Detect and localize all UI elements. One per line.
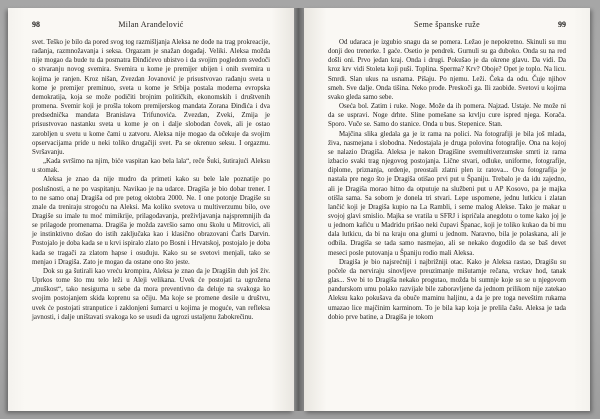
- left-body-text: [32, 38, 270, 322]
- body-paragraph: Dok su ga šutirali kao vreću krompira, Aleksa je znao da je Dragišin duh još živ. Uprkos tome što mu telo leži u Aleji velikana. Uvek će postojati ta ugrožena „muškost“, tako nesigurna u sebe da mora preventivno da deluje na svakoga ko svojim postojanjem skida koprenu sa očiju. Ma koje se promene desile u društvu, uvek će postojati stranputice i zaklonjeni šumarci u kojima je moguće, van refleksa javnosti, i dalje uništavati svakoga ko se usudi da ugrozi ustaljenu žabokrečinu.: [32, 267, 270, 321]
- body-paragraph: Majčina slika gledala ga je iz rama na polici. Na fotografiji je bila još mlada, živa, nasmejana i slobodna. Nedostajala je druga polovina fotografije. Ona na kojoj se nalazio Dragiša. Aleksa je nakon Dragišine svemultiverzumske smrti iz rama izbacio svaki trag njegovog postojanja. Lične stvari, odluke, uniforme, fotografije, diplome, priznanja, ordenje, preostali zlatni plen iz ratova... Ova fotografija je nastala pre nego što je Dragiša otišao prvi put u Španiju. Trebalo je da idu zajedno, ali je Dragiša morao hitno da otputuje na službeni put u AP Kosovo, pa je majka otišla sama. Sa sobom je donela tri stvari. Lepe uspomene, jednu lutkicu i zlatan lančić koji je Dragiša kupio na La Rambli, i seme malog Alekse. Tako je makar u svojoj glavi smislio. Majka se vratila u SFRJ i ispričala anegdotu o tome kako joj je u jednom kafiću u Madridu prišao neki čupavi Španac, koji je toliko kukao da bi mu dala lutkicu, da bi na kraju ona glumi u jednom. Naravno, bila je polaskana, ali je odbila. Dragiša se tada samo nasmejao, ali se nekako dogodilo da se baš devet meseci posle putovanja u Španiju rodio mali Aleksa.: [328, 130, 566, 257]
- body-paragraph: Aleksa je znao da nije mudro da primeti kako su bele lale poznatije po poslušnosti, a ne po vaspitanju. Navikao je na udarce. Dragiša je bio dobar trener. I to ne samo onaj Dragiša od pre petog oktobra 2000. Ne. I one potonje Dragiše su znale da treniraju strogoću na Aleksi. Ma koliko svetova u multiverzumu bilo, ove Dragiše su imale tu moć mimikrije, prilagođavanja, preživljavanja najspremnijih da se prilagode promenama. Dragiša je možda završio samo onu školu u Mitrovici, ali je instinktivno došao do istih zaključaka kao i klasično obrazovani Čarls Darvin. Postojalo je doba kada se u krvi ispiralo zlato po Bosni i Hrvatskoj, postojalo je doba kada se tragači za zlatom hapse i osuđuju. Kako su se svetovi menjali, tako se menjao i Dragiša. Zato je mogao da ostane ono što jeste.: [32, 176, 270, 266]
- right-page-number: 99: [558, 20, 566, 29]
- left-page: [8, 8, 294, 411]
- right-running-head: Seme španske ruže: [414, 20, 480, 29]
- right-page: [304, 8, 590, 411]
- body-paragraph: Dragiša je bio najsrećniji i najbrižniji otac. Kako je Aleksa rastao, Dragišu su počele da nerviraju sinovljeve preuzimanje mišutarnje rečana, vrckav hod, tanak glas... Sve bi to Dragiša nekako progutao, možda bi sumnje koje su se u njegovom pandurskom umu polako razvijale bile zaboravljene da jednom prilikom nije zatekao Aleksu kako pokušava da obuče maminu haljinu, a da je pre toga neveštim rukama umazao lice majčinim karminom. To je bila kap koja je prelila čašu. Aleksa je tada dobio prve batine, a Dragiša je tokom: [328, 258, 566, 321]
- book-spine: [294, 8, 304, 411]
- body-paragraph: Od udaraca je izgubio snagu da se pomera. Ležao je nepokretno. Skinuli su mu donji deo trenerke. I gaće. Osetio je pendrek. Gurnuli su ga duboko. Onda su na red došli oni. Prvo jedan kraj. Onda i drugi. Pokušao je da okrene glavu. Da vidi. Da kroz krv vidi Stoleta koji puši. Toplina. Sperma? Krv? Oboje? Opet je toplo. Na licu. Smrdi. Slan ukus na usnama. Pišaju. Po njemu. Leži. Čeka da odu. Čuje njihov smeh. Sve dalje. Onda tišina. Neko prođe. Preskoči ga. Ili zaobiđe. Svetovi u kojima svako gleda samo sebe.: [328, 39, 566, 101]
- body-paragraph: Oseća bol. Zatim i ruke. Noge. Može da ih pomera. Najzad. Ustaje. Ne može ni da se uspravi. Noge drhte. Sline pomešane sa krvlju cure ispred njega. Korača. Sporo. Vuče se. Samo do stanice. Onda u bus. Stepenice. Stan.: [328, 103, 566, 129]
- right-body-text: [328, 38, 566, 322]
- body-paragraph: „Kada svršimo na njim, biće vaspitan kao bela lala“, reče Šuki, šutirajući Aleksu u stomak.: [32, 158, 270, 175]
- left-page-header: [32, 20, 270, 29]
- body-paragraph: svet. Teško je bilo da pored svog tog razmišljanja Aleksa ne dođe na trag prokreacije, rađanja, razmnožavanja i seksa. Orgazam je snažan događaj. Veliki. Aleksa možda nije mogao da bude tu da posmatra Đinđićevo ubistvo i da svojim pogledom svedoči o stvaranju novog svemira. Svemira u kome je premijer ubijen i onih svemira u kojima je ranjen. Kroz nišan, Zvezdan Jovanović je prisustvovao rađanju sveta u kome je premijer preminuo, sveta u kome je Srbija postala moderna evropska demokratija, koja se može podičiti brojnim političkih, ekonomskih i društvenih promena. Svemir koji je prošla tokom premijerskog mandata Zorana Đinđića i dva predsednička mandata Branislava Trifunovića. Zvezdan, Zveki, Zmija je prisustvovao nastanku sveta u kome je on i dalje slobodan čovek, ali je ostao zarobljen u svetu u kome čami u zatvoru. Aleksa nije mogao da očekuje da svojim opservacijama pride u neki toliko drugačiji svet. Pa se okrenuo seksu. I orgazmu. Svršavanju.: [32, 39, 270, 156]
- right-page-header: [328, 20, 566, 29]
- left-running-head: Milan Aranđelović: [118, 20, 184, 29]
- left-page-number: 98: [32, 20, 40, 29]
